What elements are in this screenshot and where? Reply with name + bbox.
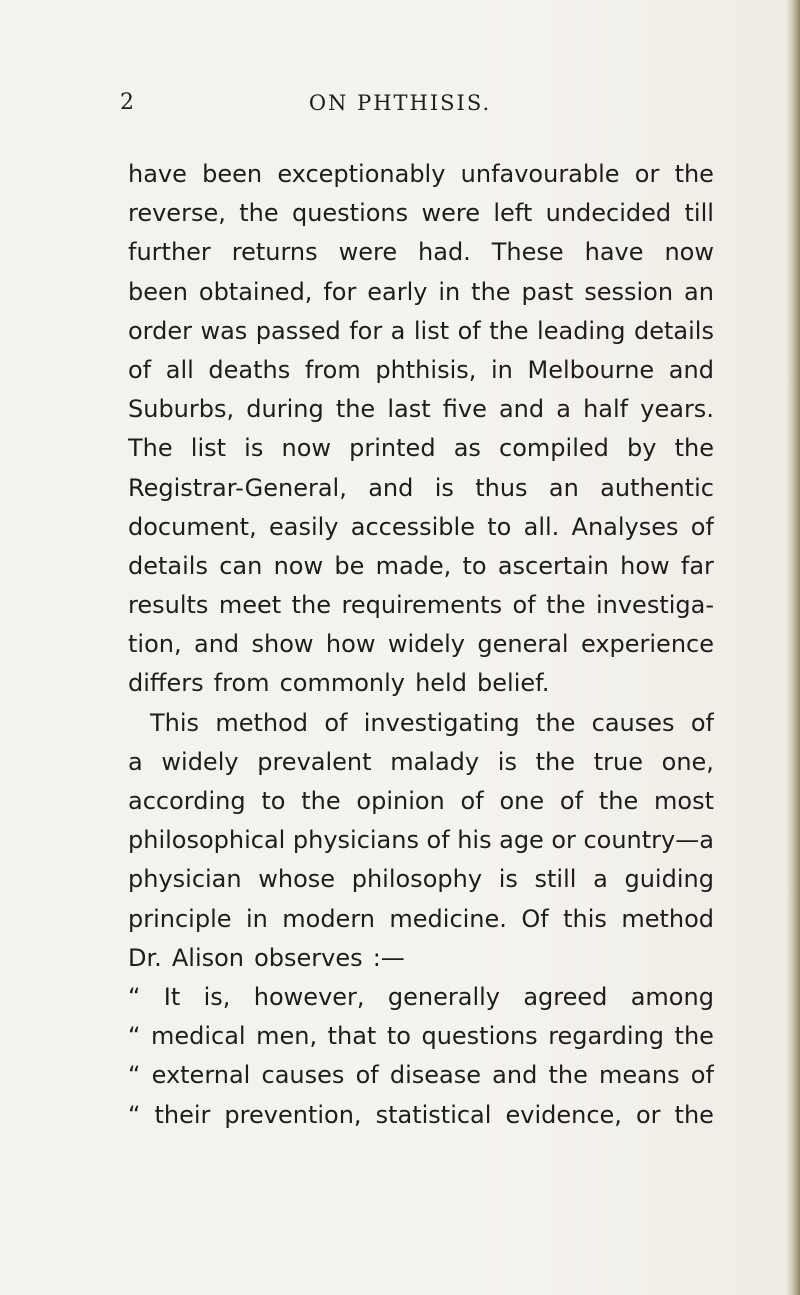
page-number: 2 (120, 90, 135, 115)
text-line: “ It is, however, generally agreed among (128, 982, 714, 1011)
text-line: This method of investigating the causes of (150, 708, 714, 737)
text-line: according to the opinion of one of the most (128, 787, 714, 815)
running-head (0, 88, 800, 118)
text-line: been obtained, for early in the past session an (128, 277, 714, 306)
text-line: reverse, the questions were left undecided till (128, 199, 714, 228)
page-binding-edge (786, 0, 800, 1295)
text-line: of all deaths from phthisis, in Melbourne and (128, 355, 714, 384)
text-line: “ external causes of disease and the means of (128, 1061, 714, 1090)
text-line: order was passed for a list of the leading details (128, 316, 714, 345)
running-title: ON PHTHISIS. (308, 91, 492, 115)
text-line: tion, and show how widely general experience (128, 630, 714, 659)
text-line: have been exceptionably unfavourable or the (128, 160, 714, 188)
text-line: principle in modern medicine. Of this method (128, 904, 714, 933)
text-line: “ medical men, that to questions regarding the (128, 1022, 714, 1051)
text-line: philosophical physicians of his age or country—a (128, 826, 714, 855)
text-line: details can now be made, to ascertain how far (128, 551, 714, 580)
text-line: differs from commonly held belief. (128, 669, 550, 698)
text-line: Registrar-General, and is thus an authentic (128, 473, 714, 502)
text-line: Suburbs, during the last five and a half years. (128, 395, 714, 424)
text-line: results meet the requirements of the investiga- (128, 591, 714, 620)
text-line: a widely prevalent malady is the true one, (128, 747, 714, 776)
text-line: “ their prevention, statistical evidence, or the (128, 1100, 714, 1129)
text-line: Dr. Alison observes :— (128, 943, 405, 972)
text-line: The list is now printed as compiled by the (128, 434, 714, 463)
body-text (128, 155, 714, 1135)
text-line: document, easily accessible to all. Analyses of (128, 512, 714, 541)
text-line: physician whose philosophy is still a guiding (128, 865, 714, 894)
text-line: further returns were had. These have now (128, 238, 714, 267)
